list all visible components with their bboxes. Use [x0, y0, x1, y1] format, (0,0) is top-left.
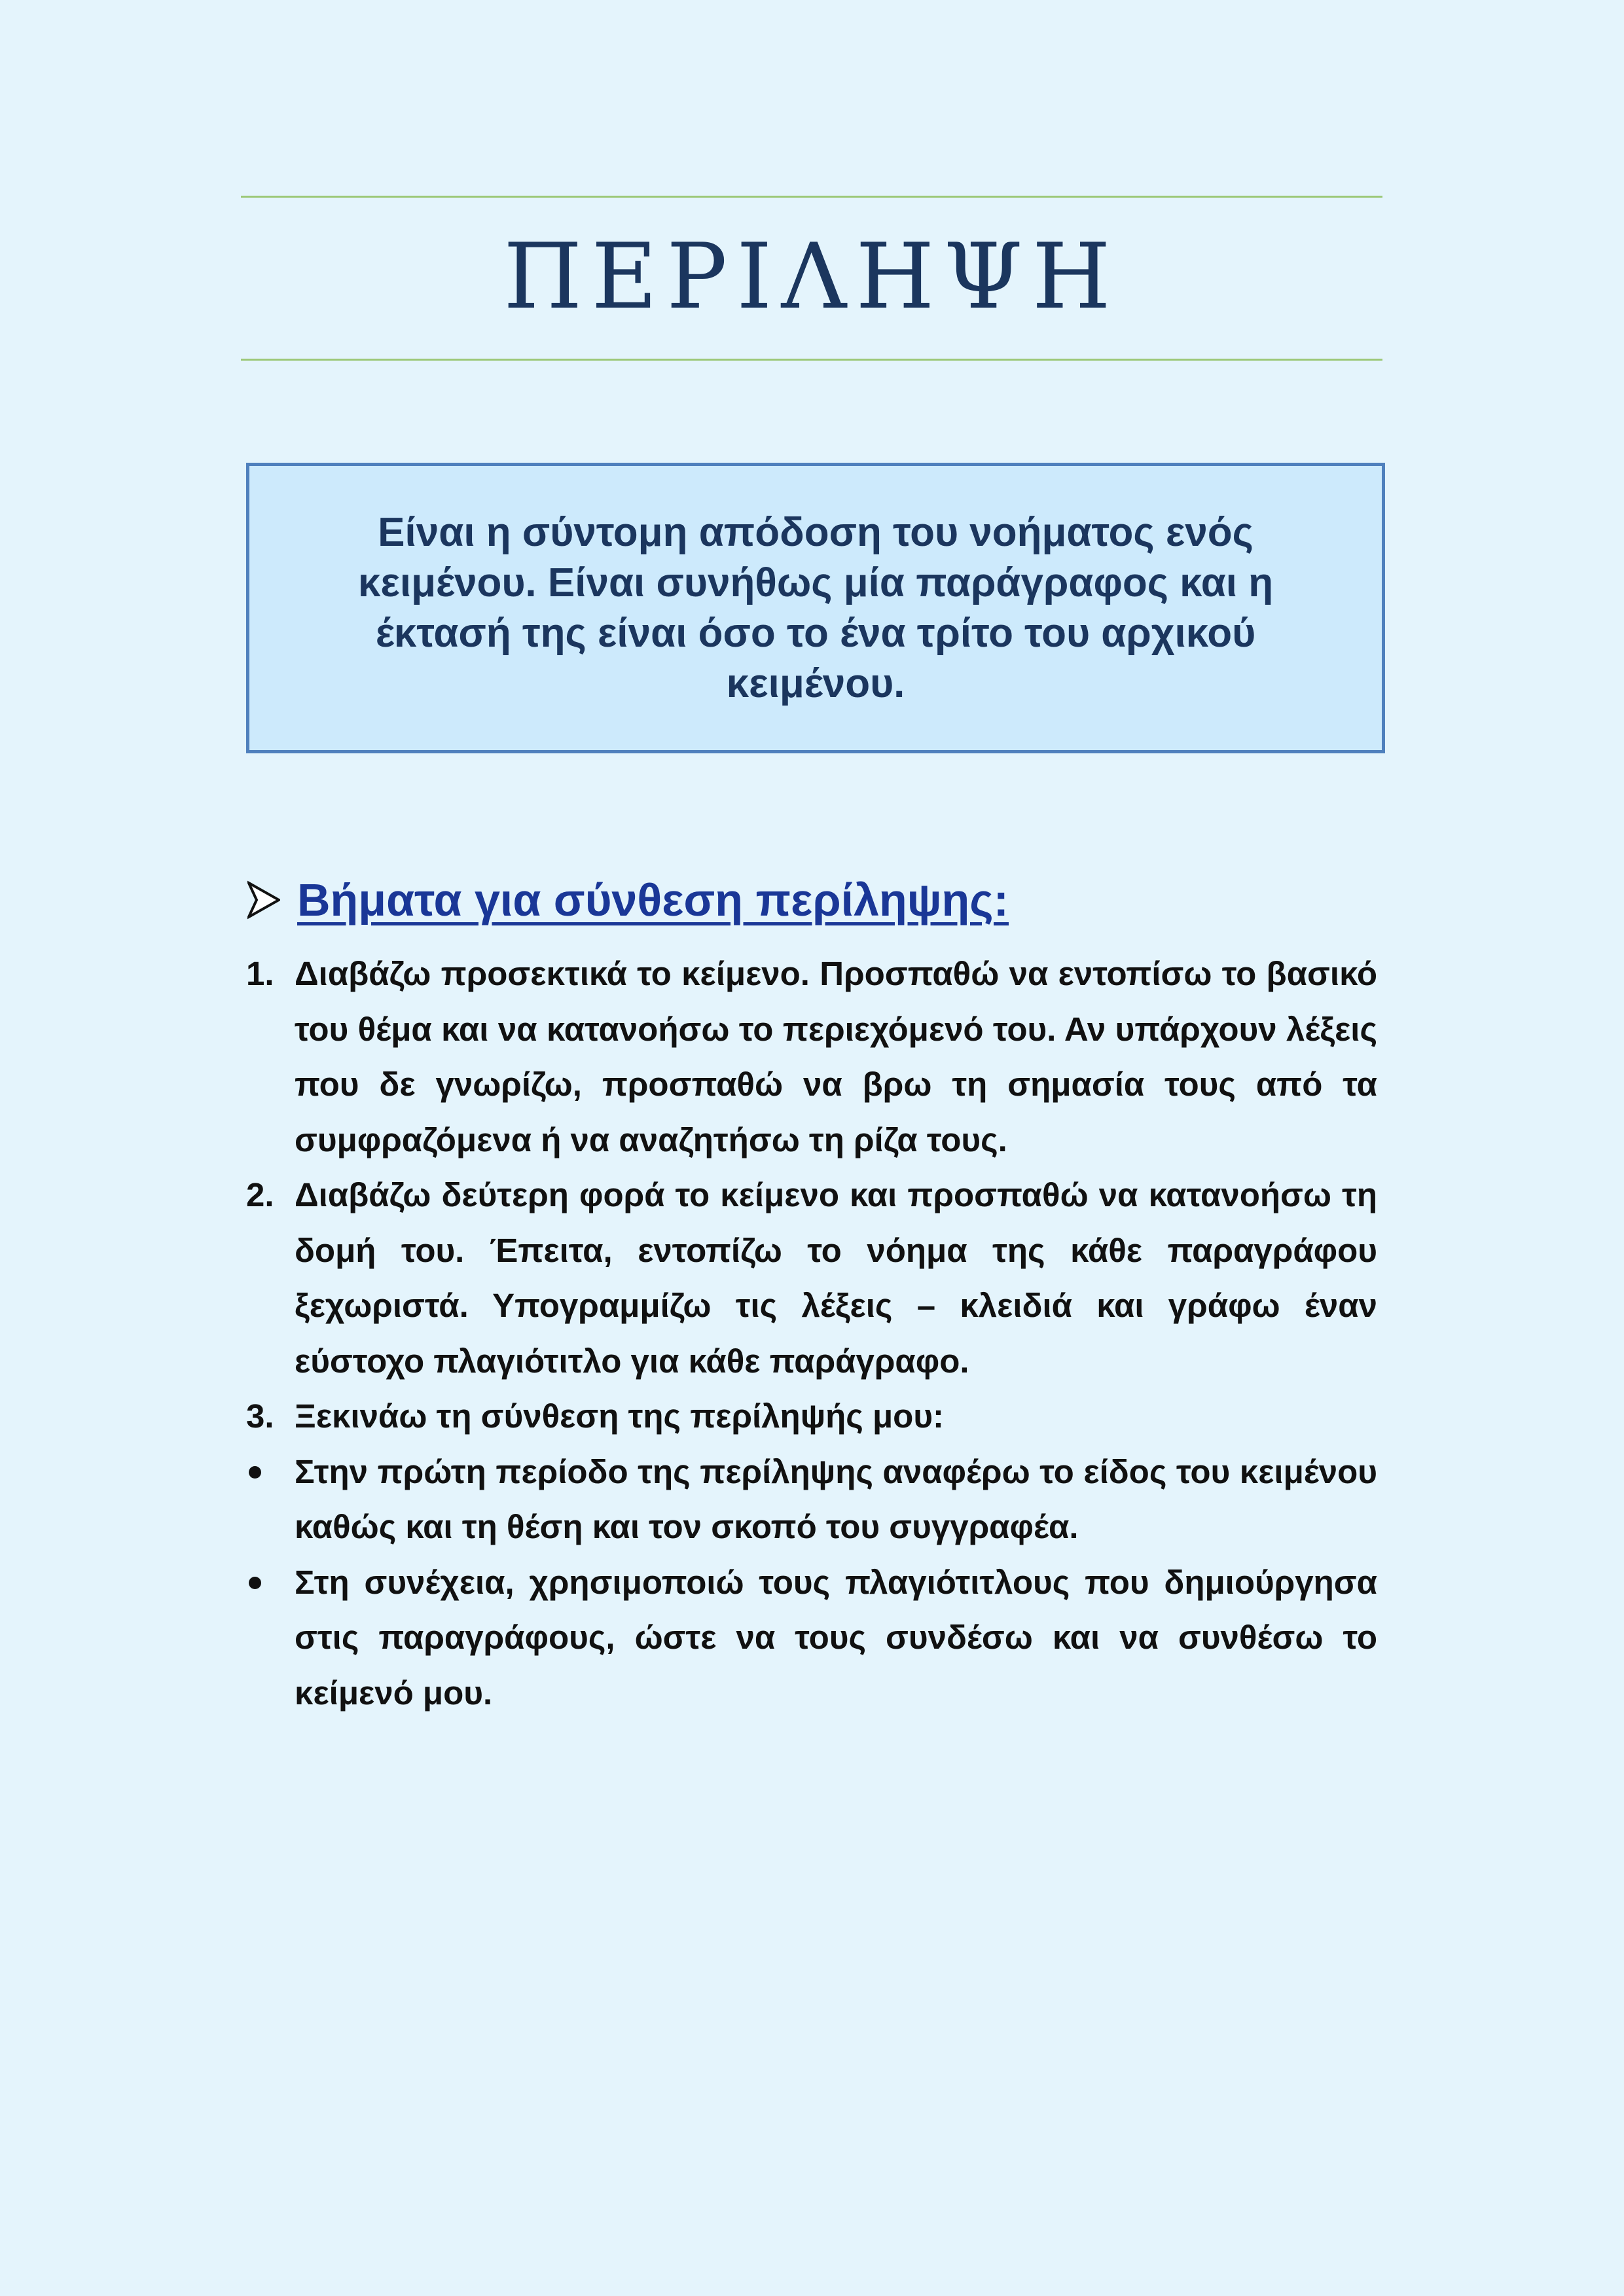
page-title: ΠΕΡΙΛΗΨΗ [503, 224, 1120, 329]
bullet-text: Στην πρώτη περίοδο της περίληψης αναφέρω το είδος του κειμένου καθώς και τη θέση και τον σκοπό του συγγραφέα. [295, 1452, 1377, 1545]
step-text: Ξεκινάω τη σύνθεση της περίληψής μου: [295, 1397, 944, 1435]
steps-heading-text: Βήματα για σύνθεση περίληψης: [297, 874, 1009, 925]
bullet-item-2 [246, 1555, 1377, 1721]
bullet-dot-icon [249, 1466, 261, 1479]
bullet-item-1 [246, 1444, 1377, 1555]
steps-list [246, 946, 1377, 1721]
step-text: Διαβάζω προσεκτικά το κείμενο. Προσπαθώ να εντοπίσω το βασικό του θέμα και να κατανοήσω το περιεχόμενό του. Αν υπάρχουν λέξεις που δε γνωρίζω, προσπαθώ να βρω τη σημασία τους από τα συμφραζόμενα ή να αναζητήσω τη ρίζα τους. [295, 955, 1377, 1158]
step-text: Διαβάζω δεύτερη φορά το κείμενο και προσπαθώ να κατανοήσω τη δομή του. Έπειτα, εντοπίζω το νόημα της κάθε παραγράφου ξεχωριστά. Υπογραμμίζω τις λέξεις – κλειδιά και γράφω έναν εύστοχο πλαγιότιτλο για κάθε παράγραφο. [295, 1176, 1377, 1380]
bullet-dot-icon [249, 1577, 261, 1589]
step-number: 3. [246, 1397, 274, 1435]
numbered-step-1 [246, 946, 1377, 1168]
steps-heading [247, 874, 1009, 926]
step-number: 2. [246, 1176, 274, 1213]
title-top-rule [241, 196, 1382, 198]
step-number: 1. [246, 955, 274, 992]
title-bottom-rule [241, 359, 1382, 361]
definition-box [246, 463, 1385, 753]
bullet-text: Στη συνέχεια, χρησιμοποιώ τους πλαγιότιτλους που δημιούργησα στις παραγράφους, ώστε να τους συνδέσω και να συνθέσω το κείμενό μου. [295, 1563, 1377, 1712]
numbered-step-2 [246, 1168, 1377, 1389]
numbered-step-3 [246, 1389, 1377, 1444]
definition-text: Είναι η σύντομη απόδοση του νοήματος ενός κειμένου. Είναι συνήθως μία παράγραφος και η έκτασή της είναι όσο το ένα τρίτο του αρχικού κειμένου. [357, 510, 1274, 706]
arrowhead-icon [247, 880, 280, 920]
